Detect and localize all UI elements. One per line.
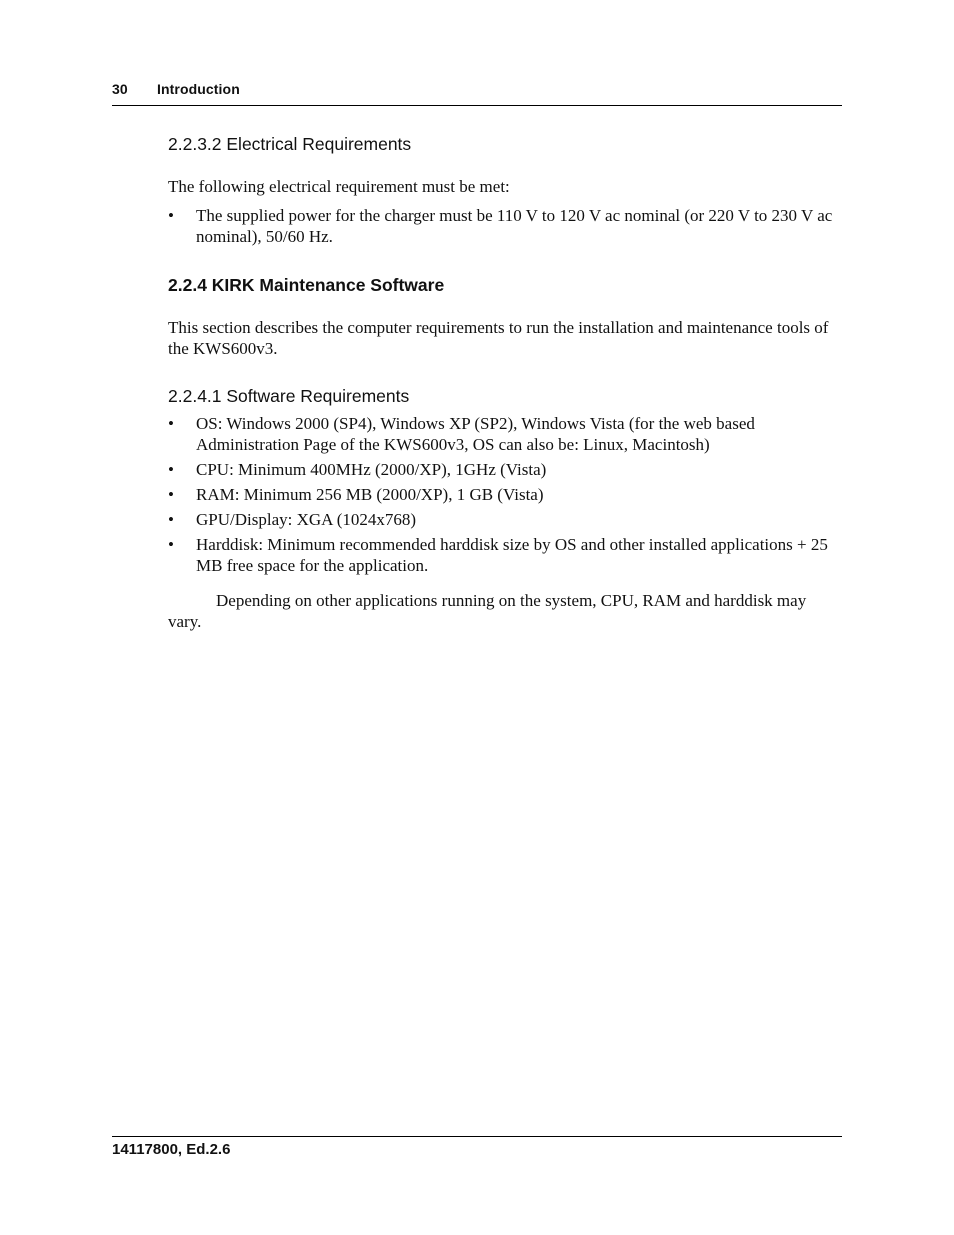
bullet-icon: •: [168, 510, 174, 529]
electrical-intro-block: [168, 176, 842, 197]
bullet-icon: •: [168, 485, 174, 504]
running-footer: [112, 1136, 842, 1158]
maintenance-intro: This section describes the computer requirements to run the installation and maintenance tools of the KWS600v3.: [168, 318, 829, 358]
bullet-icon: •: [168, 535, 174, 554]
software-note: Depending on other applications running on the system, CPU, RAM and harddisk may vary.: [168, 591, 807, 631]
software-bullet-list: [168, 413, 842, 576]
software-section-heading-block: [168, 386, 842, 407]
list-item-text: Harddisk: Minimum recommended harddisk size by OS and other installed applications + 25 MB free space for the application.: [196, 535, 828, 575]
list-item: [168, 534, 842, 576]
list-item-text: RAM: Minimum 256 MB (2000/XP), 1 GB (Vista): [196, 485, 544, 504]
maintenance-intro-block: [168, 317, 842, 359]
software-section-heading: 2.2.4.1 Software Requirements: [168, 386, 410, 406]
page-number: 30: [112, 81, 128, 97]
maintenance-section-heading-block: [168, 275, 842, 296]
document-id: 14117800, Ed.2.6: [112, 1141, 231, 1158]
electrical-section-heading: 2.2.3.2 Electrical Requirements: [168, 134, 412, 154]
list-item-text: CPU: Minimum 400MHz (2000/XP), 1GHz (Vista): [196, 460, 547, 479]
running-header: [112, 79, 842, 106]
list-item-text: OS: Windows 2000 (SP4), Windows XP (SP2), Windows Vista (for the web based Administration Page of the KWS600v3, OS can also be: Linux, Macintosh): [196, 414, 755, 454]
electrical-bullet-list: [168, 205, 842, 247]
electrical-section-heading-block: [168, 134, 842, 155]
software-note-block: [168, 590, 842, 632]
electrical-intro: The following electrical requirement must be met:: [168, 177, 510, 196]
software-bullets-block: [168, 413, 842, 576]
list-item: [168, 484, 842, 505]
bullet-icon: •: [168, 460, 174, 479]
list-item-text: GPU/Display: XGA (1024x768): [196, 510, 417, 529]
chapter-name: Introduction: [157, 81, 240, 97]
list-item-text: The supplied power for the charger must be 110 V to 120 V ac nominal (or 220 V to 230 V ac nominal), 50/60 Hz.: [196, 206, 833, 246]
list-item: [168, 509, 842, 530]
list-item: [168, 459, 842, 480]
bullet-icon: •: [168, 206, 174, 225]
electrical-bullets-block: [168, 205, 842, 247]
maintenance-section-heading: 2.2.4 KIRK Maintenance Software: [168, 275, 445, 295]
bullet-icon: •: [168, 414, 174, 433]
list-item: [168, 205, 842, 247]
list-item: [168, 413, 842, 455]
